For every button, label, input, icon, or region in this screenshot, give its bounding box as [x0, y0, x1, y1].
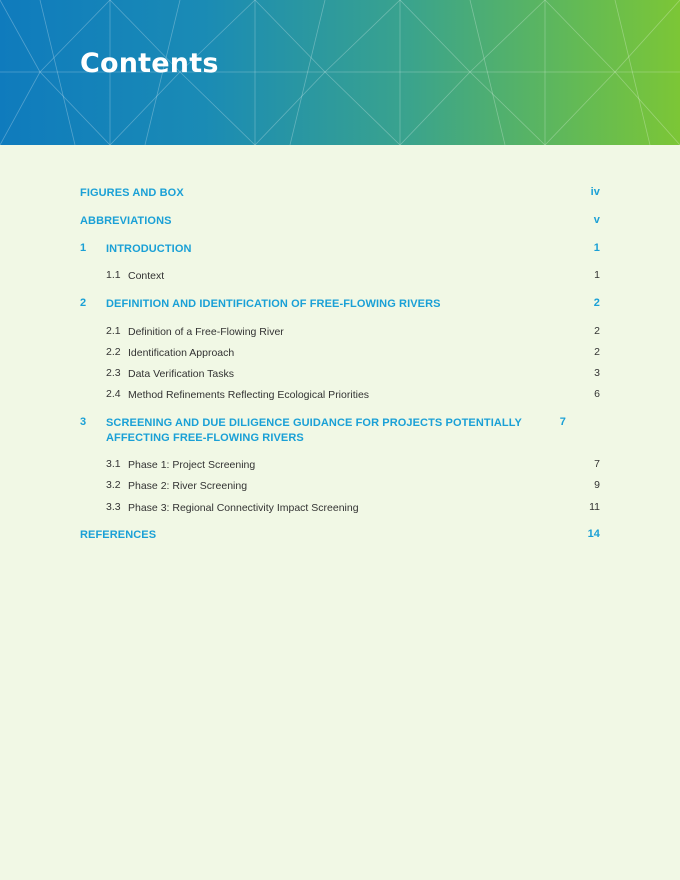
toc-label: FIGURES AND BOX [80, 187, 184, 199]
toc-number: 3.3 [106, 501, 121, 513]
toc-page: 7 [594, 458, 600, 470]
toc-page: 11 [589, 501, 600, 513]
toc-number: 2 [80, 297, 87, 309]
toc-entry-phase1[interactable] [80, 458, 600, 473]
toc-number: 3.1 [106, 458, 121, 470]
toc-entry-abbreviations[interactable] [80, 214, 600, 229]
toc-number: 2.3 [106, 367, 121, 379]
toc-entry-introduction[interactable] [80, 242, 600, 257]
toc-page: 14 [587, 528, 600, 540]
toc-label: REFERENCES [80, 529, 157, 541]
toc-label: Phase 2: River Screening [128, 480, 248, 492]
toc-entry-references[interactable] [80, 528, 600, 543]
toc-page: 3 [594, 367, 600, 379]
toc-number: 2.1 [106, 325, 121, 337]
toc-page: 1 [594, 269, 600, 281]
toc-entry-verification[interactable] [80, 367, 600, 382]
toc-label: INTRODUCTION [106, 243, 192, 255]
toc-entry-figures[interactable] [80, 186, 600, 201]
toc-entry-context[interactable] [80, 269, 600, 284]
toc-entry-phase2[interactable] [80, 479, 600, 494]
toc-number: 1.1 [106, 269, 121, 281]
toc-label: Phase 1: Project Screening [128, 459, 256, 471]
toc-entry-phase3[interactable] [80, 501, 600, 516]
toc-entry-identification[interactable] [80, 346, 600, 361]
toc-number: 1 [80, 242, 87, 254]
toc-label: Definition of a Free-Flowing River [128, 326, 284, 338]
page-title: Contents [80, 48, 219, 79]
toc-page: 6 [594, 388, 600, 400]
toc-entry-refinements[interactable] [80, 388, 600, 403]
header-banner [0, 0, 680, 145]
toc-number: 3.2 [106, 479, 121, 491]
toc-page: 2 [594, 346, 600, 358]
toc-label: DEFINITION AND IDENTIFICATION OF FREE-FLOWING RIVERS [106, 298, 441, 310]
toc-label: Identification Approach [128, 347, 235, 359]
toc-page: 2 [594, 325, 600, 337]
toc-number: 3 [80, 416, 87, 428]
toc-entry-definition-ffr[interactable] [80, 325, 600, 340]
toc-page: iv [590, 186, 600, 198]
toc-page: 7 [559, 416, 566, 428]
toc-page: 2 [593, 297, 600, 309]
toc-entry-definition[interactable] [80, 297, 600, 312]
toc-label: Context [128, 270, 165, 282]
toc-number: 2.2 [106, 346, 121, 358]
toc-label: Phase 3: Regional Connectivity Impact Screening [128, 502, 359, 514]
toc-label: Data Verification Tasks [128, 368, 235, 380]
toc-label: ABBREVIATIONS [80, 215, 172, 227]
toc-entry-screening[interactable] [80, 416, 600, 446]
toc-page: v [593, 214, 600, 226]
toc-page: 9 [594, 479, 600, 491]
toc-label: SCREENING AND DUE DILIGENCE GUIDANCE FOR PROJECTS POTENTIALLY AFFECTING FREE-FLOWING RIVERS [106, 417, 522, 444]
toc-number: 2.4 [106, 388, 121, 400]
toc-page: 1 [593, 242, 600, 254]
toc-label: Method Refinements Reflecting Ecological Priorities [128, 389, 370, 401]
